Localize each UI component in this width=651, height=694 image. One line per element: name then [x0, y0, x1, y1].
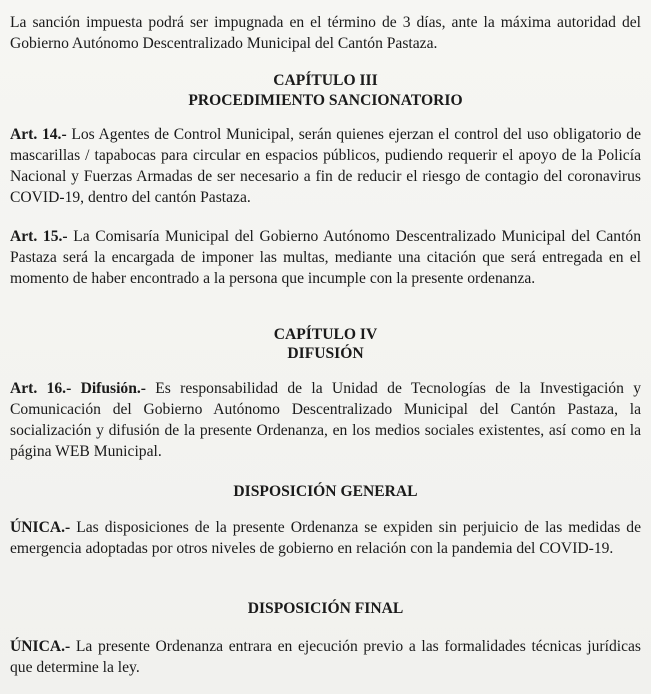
- article-16-label: Art. 16.- Difusión.-: [10, 380, 146, 397]
- chapter-4-title: DIFUSIÓN: [287, 345, 364, 362]
- final-disposition: [10, 636, 641, 678]
- general-disposition: [10, 517, 641, 559]
- general-disposition-label: ÚNICA.-: [10, 519, 71, 536]
- article-14: [10, 124, 641, 208]
- final-disposition-label: ÚNICA.-: [10, 638, 71, 655]
- top-paragraph: La sanción impuesta podrá ser impugnada en el término de 3 días, ante la máxima autoridad del Gobierno Autónomo Descentralizado Municipal del Cantón Pastaza.: [10, 14, 641, 52]
- article-15-label: Art. 15.-: [10, 228, 68, 245]
- chapter-3-number: CAPÍTULO III: [273, 72, 378, 89]
- final-disposition-heading: DISPOSICIÓN FINAL: [247, 600, 404, 617]
- article-14-label: Art. 14.-: [10, 126, 67, 143]
- article-14-text: Los Agentes de Control Municipal, serán quienes ejerzan el control del uso obligatorio de mascarillas / tapabocas para circular en espacios públicos, pudiendo requerir el apoyo de la Policía Nacional y Fuerzas Armadas de ser necesario a fin de reducir el riesgo de contagio del coronavirus COVID-19, dentro del cantón Pastaza.: [10, 126, 641, 206]
- final-disposition-text: La presente Ordenanza entrara en ejecución previo a las formalidades técnicas jurídicas que determine la ley.: [10, 638, 641, 676]
- general-disposition-heading: DISPOSICIÓN GENERAL: [233, 483, 418, 500]
- chapter-4-number: CAPÍTULO IV: [273, 326, 378, 343]
- chapter-3-title: PROCEDIMIENTO SANCIONATORIO: [188, 92, 463, 109]
- article-16-text: Es responsabilidad de la Unidad de Tecnologías de la Investigación y Comunicación del Gobierno Autónomo Descentralizado Municipal del Cantón Pastaza, la socialización y difusión de la presente Ordenanza, en los medios sociales existentes, así como en la página WEB Municipal.: [10, 380, 641, 460]
- article-15: [10, 226, 641, 289]
- general-disposition-text: Las disposiciones de la presente Ordenanza se expiden sin perjuicio de las medidas de emergencia adoptadas por otros niveles de gobierno en relación con la pandemia del COVID-19.: [10, 519, 641, 557]
- article-16: [10, 378, 641, 462]
- article-15-text: La Comisaría Municipal del Gobierno Autónomo Descentralizado Municipal del Cantón Pastaza será la encargada de imponer las multas, mediante una citación que será entregada en el momento de haber encontrado a la persona que incumple con la presente ordenanza.: [10, 228, 641, 287]
